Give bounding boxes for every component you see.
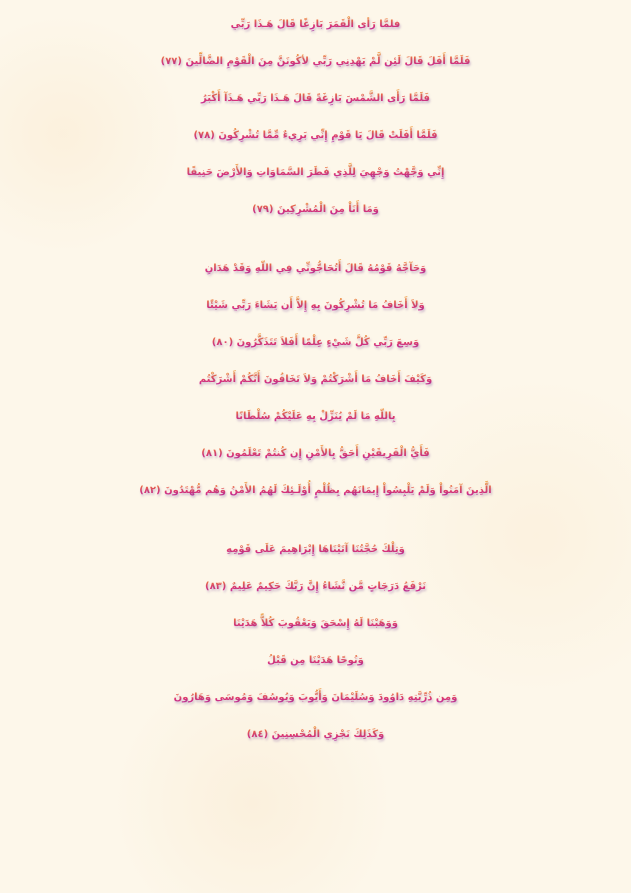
verse-line: فَلَمَّا رَأَى الشَّمْسَ بَازِغَةً قَالَ هَـذَا رَبِّي هَـذَآ أَكْبَرُ bbox=[0, 80, 631, 117]
verse-line: وَنُوحًا هَدَيْنَا مِن قَبْلُ bbox=[0, 642, 631, 679]
verse-line: نَرْفَعُ دَرَجَاتٍ مَّن نَّشَاءُ إِنَّ رَبَّكَ حَكِيمٌ عَلِيمٌ (٨٣) bbox=[0, 568, 631, 605]
stanza-divider bbox=[0, 228, 631, 250]
verse-line: الَّذِينَ آمَنُواْ وَلَمْ يَلْبِسُواْ إِيمَانَهُم بِظُلْمٍ أُوْلَـئِكَ لَهُمُ الأَمْنُ وَهُم مُّهْتَدُونَ (٨٢) bbox=[0, 472, 631, 509]
verse-line: إِنِّي وَجَّهْتُ وَجْهِيَ لِلَّذِي فَطَرَ السَّمَاوَاتِ وَالأَرْضَ حَنِيفًا bbox=[0, 154, 631, 191]
verse-line: فَلَمَّا أَفَلَتْ قَالَ يَا قَوْمِ إِنِّي بَرِيءٌ مِّمَّا تُشْرِكُونَ (٧٨) bbox=[0, 117, 631, 154]
verse-line: وَحَآجَّهُ قَوْمُهُ قَالَ أَتُحَاجُّونِّي فِي اللّهِ وَقَدْ هَدَانِ bbox=[0, 250, 631, 287]
stanza-divider bbox=[0, 509, 631, 531]
verse-line: فلمَّا رَأى الْقَمَرَ بَازِغًا قَالَ هَـذَا رَبِّي bbox=[0, 6, 631, 43]
verse-line: وَكَيْفَ أَخَافُ مَا أَشْرَكْتُمْ وَلاَ تَخَافُونَ أَنَّكُمْ أَشْرَكْتُم bbox=[0, 361, 631, 398]
verse-line: فَأَيُّ الْفَرِيقَيْنِ أَحَقُّ بِالأَمْنِ إِن كُنتُمْ تَعْلَمُونَ (٨١) bbox=[0, 435, 631, 472]
verse-line: فَلَمَّا أَفَلَ قَالَ لَئِن لَّمْ يَهْدِنِي رَبِّي لأكُونَنَّ مِنَ الْقَوْمِ الضَّالِّينَ (٧٧) bbox=[0, 43, 631, 80]
verse-line: وَسِعَ رَبِّي كُلَّ شَيْءٍ عِلْمًا أَفَلاَ تَتَذَكَّرُونَ (٨٠) bbox=[0, 324, 631, 361]
verse-line: بِاللّهِ مَا لَمْ يُنَزِّلْ بِهِ عَلَيْكُمْ سُلْطَانًا bbox=[0, 398, 631, 435]
stanza-3 bbox=[0, 531, 631, 753]
verse-line: وَتِلْكَ حُجَّتُنَا آتَيْنَاهَا إِبْرَاهِيمَ عَلَى قَوْمِهِ bbox=[0, 531, 631, 568]
verse-line: وَوَهَبْنَا لَهُ إِسْحَقَ وَيَعْقُوبَ كُلاًّ هَدَيْنَا bbox=[0, 605, 631, 642]
verse-line: وَمَا أَنَاْ مِنَ الْمُشْرِكِينَ (٧٩) bbox=[0, 191, 631, 228]
verse-line: وَكَذَلِكَ نَجْزِي الْمُحْسِنِينَ (٨٤) bbox=[0, 716, 631, 753]
stanza-1 bbox=[0, 6, 631, 228]
stanza-2 bbox=[0, 250, 631, 509]
verse-line: وَمِن ذُرِّيَّتِهِ دَاوُودَ وَسُلَيْمَانَ وَأَيُّوبَ وَيُوسُفَ وَمُوسَى وَهَارُونَ bbox=[0, 679, 631, 716]
verse-line: وَلاَ أَخَافُ مَا تُشْرِكُونَ بِهِ إِلاَّ أَن يَشَاءَ رَبِّي شَيْئًا bbox=[0, 287, 631, 324]
